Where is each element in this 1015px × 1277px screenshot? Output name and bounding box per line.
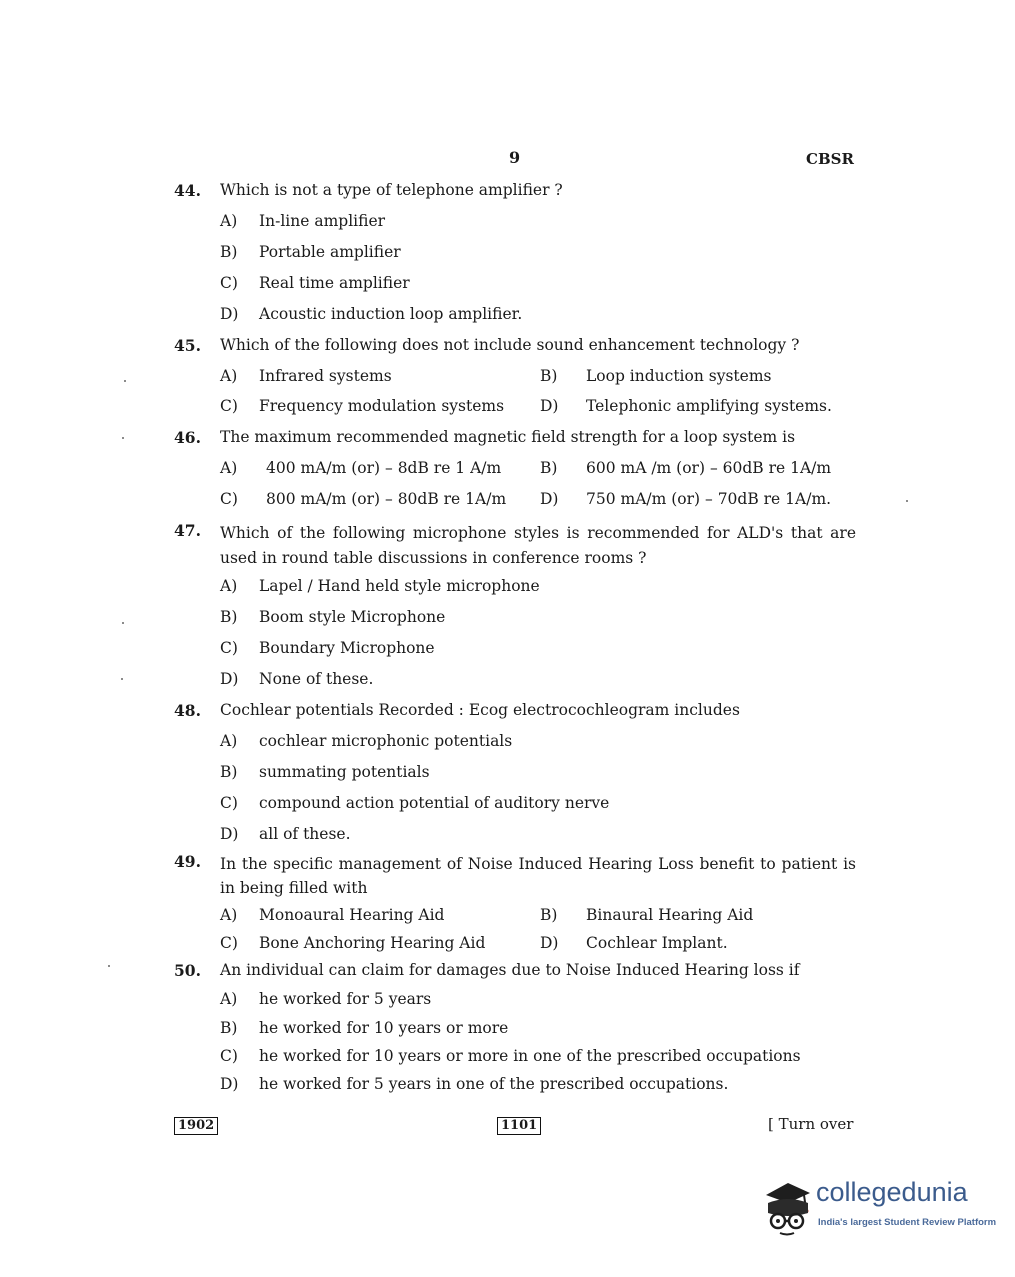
scan-speck: [906, 500, 908, 502]
footer-left-code: 1902: [174, 1117, 218, 1135]
logo-tagline: India's largest Student Review Platform: [818, 1217, 997, 1228]
collegedunia-logo: [758, 1175, 997, 1235]
scan-speck: [122, 437, 124, 439]
question-number: 47.: [174, 521, 201, 540]
question-number: 44.: [174, 181, 201, 200]
question-text: In the specific management of Noise Induced Hearing Loss benefit to patient is in being filled with: [220, 855, 856, 897]
question-text: Which is not a type of telephone amplifier ?: [220, 181, 563, 199]
scan-speck: [121, 678, 123, 680]
question-text: Cochlear potentials Recorded : Ecog electrocochleogram includes: [220, 701, 740, 719]
question-number: 49.: [174, 852, 201, 871]
question-number: 45.: [174, 336, 201, 355]
question-number: 48.: [174, 701, 201, 720]
paper-code: CBSR: [806, 150, 854, 168]
question-number: 50.: [174, 961, 201, 980]
question-text: The maximum recommended magnetic field strength for a loop system is: [220, 428, 796, 446]
turn-over-label: [ Turn over: [768, 1115, 854, 1133]
scan-speck: [124, 380, 126, 382]
question-text: An individual can claim for damages due to Noise Induced Hearing loss if: [220, 961, 800, 979]
logo-brand: collegedunia: [816, 1177, 968, 1207]
question-text: Which of the following does not include sound enhancement technology ?: [220, 336, 800, 354]
page-number: 9: [509, 148, 521, 167]
mascot-icon: [758, 1175, 818, 1237]
question-text: Which of the following microphone styles is recommended for ALD's that are used in round table discussions in conference rooms ?: [220, 524, 856, 567]
question-number: 46.: [174, 428, 201, 447]
scan-speck: [122, 622, 124, 624]
footer-center-code: 1101: [497, 1117, 541, 1135]
scan-speck: [108, 965, 110, 967]
